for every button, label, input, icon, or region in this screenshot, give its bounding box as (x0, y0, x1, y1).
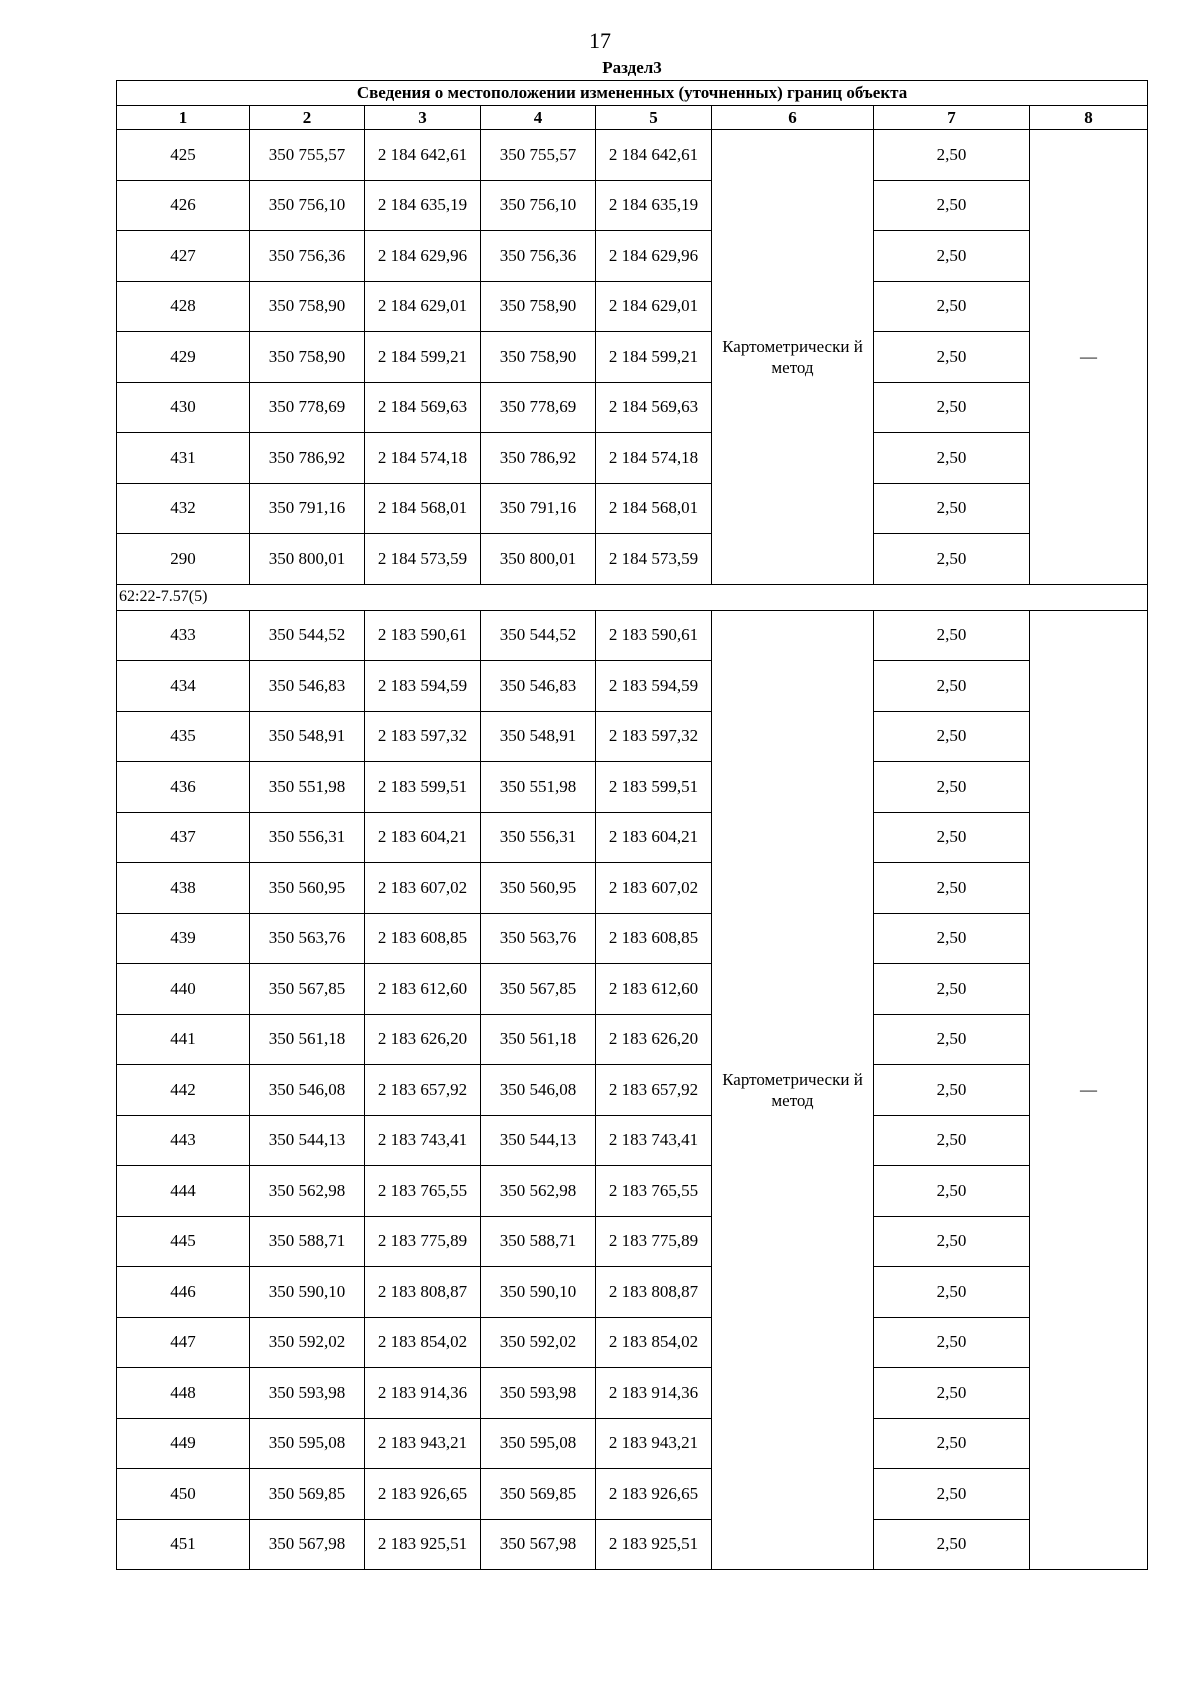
y-new-cell: 2 183 604,21 (596, 812, 712, 863)
x-new-cell: 350 551,98 (481, 762, 596, 813)
table-row (117, 1418, 1148, 1469)
accuracy-cell: 2,50 (874, 1469, 1030, 1520)
point-number-cell: 448 (117, 1368, 250, 1419)
table-row (117, 1014, 1148, 1065)
y-new-cell: 2 183 743,41 (596, 1115, 712, 1166)
table-row (117, 1519, 1148, 1570)
table-row (117, 1469, 1148, 1520)
point-number-cell: 427 (117, 231, 250, 282)
accuracy-cell: 2,50 (874, 1519, 1030, 1570)
x-new-cell: 350 756,10 (481, 180, 596, 231)
column-header: 7 (874, 106, 1030, 130)
y-old-cell: 2 183 775,89 (365, 1216, 481, 1267)
x-new-cell: 350 590,10 (481, 1267, 596, 1318)
column-number-row (117, 106, 1148, 130)
y-old-cell: 2 184 573,59 (365, 534, 481, 585)
x-old-cell: 350 755,57 (250, 130, 365, 181)
y-old-cell: 2 183 943,21 (365, 1418, 481, 1469)
x-new-cell: 350 544,13 (481, 1115, 596, 1166)
column-header: 4 (481, 106, 596, 130)
table-row (117, 483, 1148, 534)
y-old-cell: 2 183 926,65 (365, 1469, 481, 1520)
accuracy-cell: 2,50 (874, 711, 1030, 762)
point-number-cell: 428 (117, 281, 250, 332)
accuracy-cell: 2,50 (874, 483, 1030, 534)
accuracy-cell: 2,50 (874, 180, 1030, 231)
page-number: 17 (589, 28, 611, 53)
y-new-cell: 2 184 568,01 (596, 483, 712, 534)
x-old-cell: 350 546,08 (250, 1065, 365, 1116)
point-number-cell: 432 (117, 483, 250, 534)
x-new-cell: 350 756,36 (481, 231, 596, 282)
table-row (117, 332, 1148, 383)
table-row (117, 1065, 1148, 1116)
y-old-cell: 2 183 604,21 (365, 812, 481, 863)
accuracy-cell: 2,50 (874, 762, 1030, 813)
x-old-cell: 350 563,76 (250, 913, 365, 964)
table-body (117, 130, 1148, 1570)
accuracy-cell: 2,50 (874, 964, 1030, 1015)
y-old-cell: 2 184 635,19 (365, 180, 481, 231)
dash-cell: — (1030, 610, 1148, 1570)
x-old-cell: 350 551,98 (250, 762, 365, 813)
x-new-cell: 350 546,08 (481, 1065, 596, 1116)
y-old-cell: 2 184 629,96 (365, 231, 481, 282)
x-old-cell: 350 791,16 (250, 483, 365, 534)
x-new-cell: 350 758,90 (481, 281, 596, 332)
point-number-cell: 442 (117, 1065, 250, 1116)
x-new-cell: 350 593,98 (481, 1368, 596, 1419)
x-new-cell: 350 569,85 (481, 1469, 596, 1520)
y-old-cell: 2 183 607,02 (365, 863, 481, 914)
x-old-cell: 350 567,85 (250, 964, 365, 1015)
column-header: 3 (365, 106, 481, 130)
y-new-cell: 2 183 590,61 (596, 610, 712, 661)
y-old-cell: 2 183 914,36 (365, 1368, 481, 1419)
y-new-cell: 2 183 914,36 (596, 1368, 712, 1419)
y-new-cell: 2 183 854,02 (596, 1317, 712, 1368)
y-new-cell: 2 183 608,85 (596, 913, 712, 964)
table-row (117, 1267, 1148, 1318)
table-row (117, 610, 1148, 661)
y-new-cell: 2 183 926,65 (596, 1469, 712, 1520)
x-new-cell: 350 800,01 (481, 534, 596, 585)
x-old-cell: 350 590,10 (250, 1267, 365, 1318)
table-row (117, 433, 1148, 484)
point-number-cell: 433 (117, 610, 250, 661)
x-old-cell: 350 786,92 (250, 433, 365, 484)
accuracy-cell: 2,50 (874, 231, 1030, 282)
x-old-cell: 350 592,02 (250, 1317, 365, 1368)
y-old-cell: 2 183 765,55 (365, 1166, 481, 1217)
point-number-cell: 443 (117, 1115, 250, 1166)
point-number-cell: 434 (117, 661, 250, 712)
accuracy-cell: 2,50 (874, 534, 1030, 585)
point-number-cell: 446 (117, 1267, 250, 1318)
table-row (117, 534, 1148, 585)
x-new-cell: 350 786,92 (481, 433, 596, 484)
y-old-cell: 2 184 642,61 (365, 130, 481, 181)
y-old-cell: 2 183 743,41 (365, 1115, 481, 1166)
x-old-cell: 350 544,13 (250, 1115, 365, 1166)
y-old-cell: 2 183 808,87 (365, 1267, 481, 1318)
table-row (117, 1166, 1148, 1217)
y-old-cell: 2 184 629,01 (365, 281, 481, 332)
table-row (117, 913, 1148, 964)
table-row (117, 1115, 1148, 1166)
group-label: 62:22-7.57(5) (117, 584, 1148, 610)
y-new-cell: 2 183 599,51 (596, 762, 712, 813)
x-new-cell: 350 595,08 (481, 1418, 596, 1469)
accuracy-cell: 2,50 (874, 281, 1030, 332)
y-old-cell: 2 183 599,51 (365, 762, 481, 813)
method-cell: Картометрически й метод (712, 610, 874, 1570)
point-number-cell: 430 (117, 382, 250, 433)
table-row (117, 964, 1148, 1015)
accuracy-cell: 2,50 (874, 1014, 1030, 1065)
point-number-cell: 290 (117, 534, 250, 585)
accuracy-cell: 2,50 (874, 433, 1030, 484)
point-number-cell: 426 (117, 180, 250, 231)
x-old-cell: 350 756,36 (250, 231, 365, 282)
point-number-cell: 445 (117, 1216, 250, 1267)
x-old-cell: 350 800,01 (250, 534, 365, 585)
accuracy-cell: 2,50 (874, 1216, 1030, 1267)
x-new-cell: 350 758,90 (481, 332, 596, 383)
accuracy-cell: 2,50 (874, 1166, 1030, 1217)
x-new-cell: 350 567,98 (481, 1519, 596, 1570)
x-new-cell: 350 546,83 (481, 661, 596, 712)
point-number-cell: 440 (117, 964, 250, 1015)
point-number-cell: 451 (117, 1519, 250, 1570)
point-number-cell: 444 (117, 1166, 250, 1217)
section-label: Раздел3 (602, 58, 662, 77)
y-new-cell: 2 184 629,01 (596, 281, 712, 332)
accuracy-cell: 2,50 (874, 1065, 1030, 1116)
y-new-cell: 2 183 657,92 (596, 1065, 712, 1116)
x-old-cell: 350 593,98 (250, 1368, 365, 1419)
x-old-cell: 350 758,90 (250, 281, 365, 332)
x-new-cell: 350 592,02 (481, 1317, 596, 1368)
x-new-cell: 350 563,76 (481, 913, 596, 964)
column-header: 2 (250, 106, 365, 130)
table-row (117, 1368, 1148, 1419)
accuracy-cell: 2,50 (874, 863, 1030, 914)
y-old-cell: 2 184 568,01 (365, 483, 481, 534)
accuracy-cell: 2,50 (874, 1317, 1030, 1368)
x-new-cell: 350 561,18 (481, 1014, 596, 1065)
y-new-cell: 2 183 612,60 (596, 964, 712, 1015)
y-old-cell: 2 184 599,21 (365, 332, 481, 383)
table-row (117, 661, 1148, 712)
x-old-cell: 350 561,18 (250, 1014, 365, 1065)
coordinates-table (116, 80, 1148, 1570)
x-new-cell: 350 562,98 (481, 1166, 596, 1217)
x-old-cell: 350 548,91 (250, 711, 365, 762)
table-row (117, 231, 1148, 282)
point-number-cell: 436 (117, 762, 250, 813)
column-header: 8 (1030, 106, 1148, 130)
accuracy-cell: 2,50 (874, 1115, 1030, 1166)
table-row (117, 180, 1148, 231)
y-old-cell: 2 183 590,61 (365, 610, 481, 661)
group-label-row (117, 584, 1148, 610)
accuracy-cell: 2,50 (874, 382, 1030, 433)
y-old-cell: 2 183 612,60 (365, 964, 481, 1015)
x-old-cell: 350 595,08 (250, 1418, 365, 1469)
y-old-cell: 2 183 626,20 (365, 1014, 481, 1065)
y-old-cell: 2 183 854,02 (365, 1317, 481, 1368)
x-old-cell: 350 567,98 (250, 1519, 365, 1570)
x-old-cell: 350 756,10 (250, 180, 365, 231)
point-number-cell: 437 (117, 812, 250, 863)
accuracy-cell: 2,50 (874, 661, 1030, 712)
column-header: 5 (596, 106, 712, 130)
table-row (117, 812, 1148, 863)
x-new-cell: 350 791,16 (481, 483, 596, 534)
y-old-cell: 2 183 594,59 (365, 661, 481, 712)
accuracy-cell: 2,50 (874, 1418, 1030, 1469)
table-row (117, 1216, 1148, 1267)
column-header: 6 (712, 106, 874, 130)
y-new-cell: 2 184 569,63 (596, 382, 712, 433)
point-number-cell: 435 (117, 711, 250, 762)
x-old-cell: 350 556,31 (250, 812, 365, 863)
x-old-cell: 350 544,52 (250, 610, 365, 661)
x-new-cell: 350 556,31 (481, 812, 596, 863)
y-old-cell: 2 183 608,85 (365, 913, 481, 964)
x-new-cell: 350 567,85 (481, 964, 596, 1015)
point-number-cell: 449 (117, 1418, 250, 1469)
x-new-cell: 350 755,57 (481, 130, 596, 181)
y-old-cell: 2 183 925,51 (365, 1519, 481, 1570)
table-row (117, 382, 1148, 433)
column-header: 1 (117, 106, 250, 130)
table-row (117, 281, 1148, 332)
y-new-cell: 2 183 925,51 (596, 1519, 712, 1570)
table-row (117, 130, 1148, 181)
y-new-cell: 2 183 808,87 (596, 1267, 712, 1318)
accuracy-cell: 2,50 (874, 812, 1030, 863)
table-row (117, 863, 1148, 914)
x-new-cell: 350 778,69 (481, 382, 596, 433)
y-new-cell: 2 183 943,21 (596, 1418, 712, 1469)
y-new-cell: 2 184 573,59 (596, 534, 712, 585)
x-old-cell: 350 546,83 (250, 661, 365, 712)
point-number-cell: 441 (117, 1014, 250, 1065)
point-number-cell: 447 (117, 1317, 250, 1368)
x-new-cell: 350 544,52 (481, 610, 596, 661)
point-number-cell: 431 (117, 433, 250, 484)
x-new-cell: 350 588,71 (481, 1216, 596, 1267)
y-old-cell: 2 183 657,92 (365, 1065, 481, 1116)
accuracy-cell: 2,50 (874, 1368, 1030, 1419)
table-row (117, 711, 1148, 762)
point-number-cell: 450 (117, 1469, 250, 1520)
x-new-cell: 350 548,91 (481, 711, 596, 762)
x-old-cell: 350 562,98 (250, 1166, 365, 1217)
y-new-cell: 2 184 642,61 (596, 130, 712, 181)
point-number-cell: 429 (117, 332, 250, 383)
x-old-cell: 350 560,95 (250, 863, 365, 914)
y-new-cell: 2 183 597,32 (596, 711, 712, 762)
y-new-cell: 2 183 765,55 (596, 1166, 712, 1217)
method-cell: Картометрически й метод (712, 130, 874, 585)
x-old-cell: 350 758,90 (250, 332, 365, 383)
y-old-cell: 2 183 597,32 (365, 711, 481, 762)
accuracy-cell: 2,50 (874, 913, 1030, 964)
y-new-cell: 2 183 607,02 (596, 863, 712, 914)
point-number-cell: 439 (117, 913, 250, 964)
y-new-cell: 2 184 574,18 (596, 433, 712, 484)
table-title: Сведения о местоположении измененных (уточненных) границ объекта (117, 81, 1148, 106)
point-number-cell: 438 (117, 863, 250, 914)
accuracy-cell: 2,50 (874, 1267, 1030, 1318)
table-row (117, 762, 1148, 813)
y-new-cell: 2 183 626,20 (596, 1014, 712, 1065)
dash-cell: — (1030, 130, 1148, 585)
y-new-cell: 2 183 594,59 (596, 661, 712, 712)
y-new-cell: 2 184 629,96 (596, 231, 712, 282)
x-old-cell: 350 569,85 (250, 1469, 365, 1520)
x-old-cell: 350 778,69 (250, 382, 365, 433)
y-new-cell: 2 184 635,19 (596, 180, 712, 231)
point-number-cell: 425 (117, 130, 250, 181)
y-new-cell: 2 184 599,21 (596, 332, 712, 383)
accuracy-cell: 2,50 (874, 332, 1030, 383)
x-new-cell: 350 560,95 (481, 863, 596, 914)
y-old-cell: 2 184 574,18 (365, 433, 481, 484)
y-new-cell: 2 183 775,89 (596, 1216, 712, 1267)
y-old-cell: 2 184 569,63 (365, 382, 481, 433)
table-row (117, 1317, 1148, 1368)
accuracy-cell: 2,50 (874, 130, 1030, 181)
accuracy-cell: 2,50 (874, 610, 1030, 661)
x-old-cell: 350 588,71 (250, 1216, 365, 1267)
